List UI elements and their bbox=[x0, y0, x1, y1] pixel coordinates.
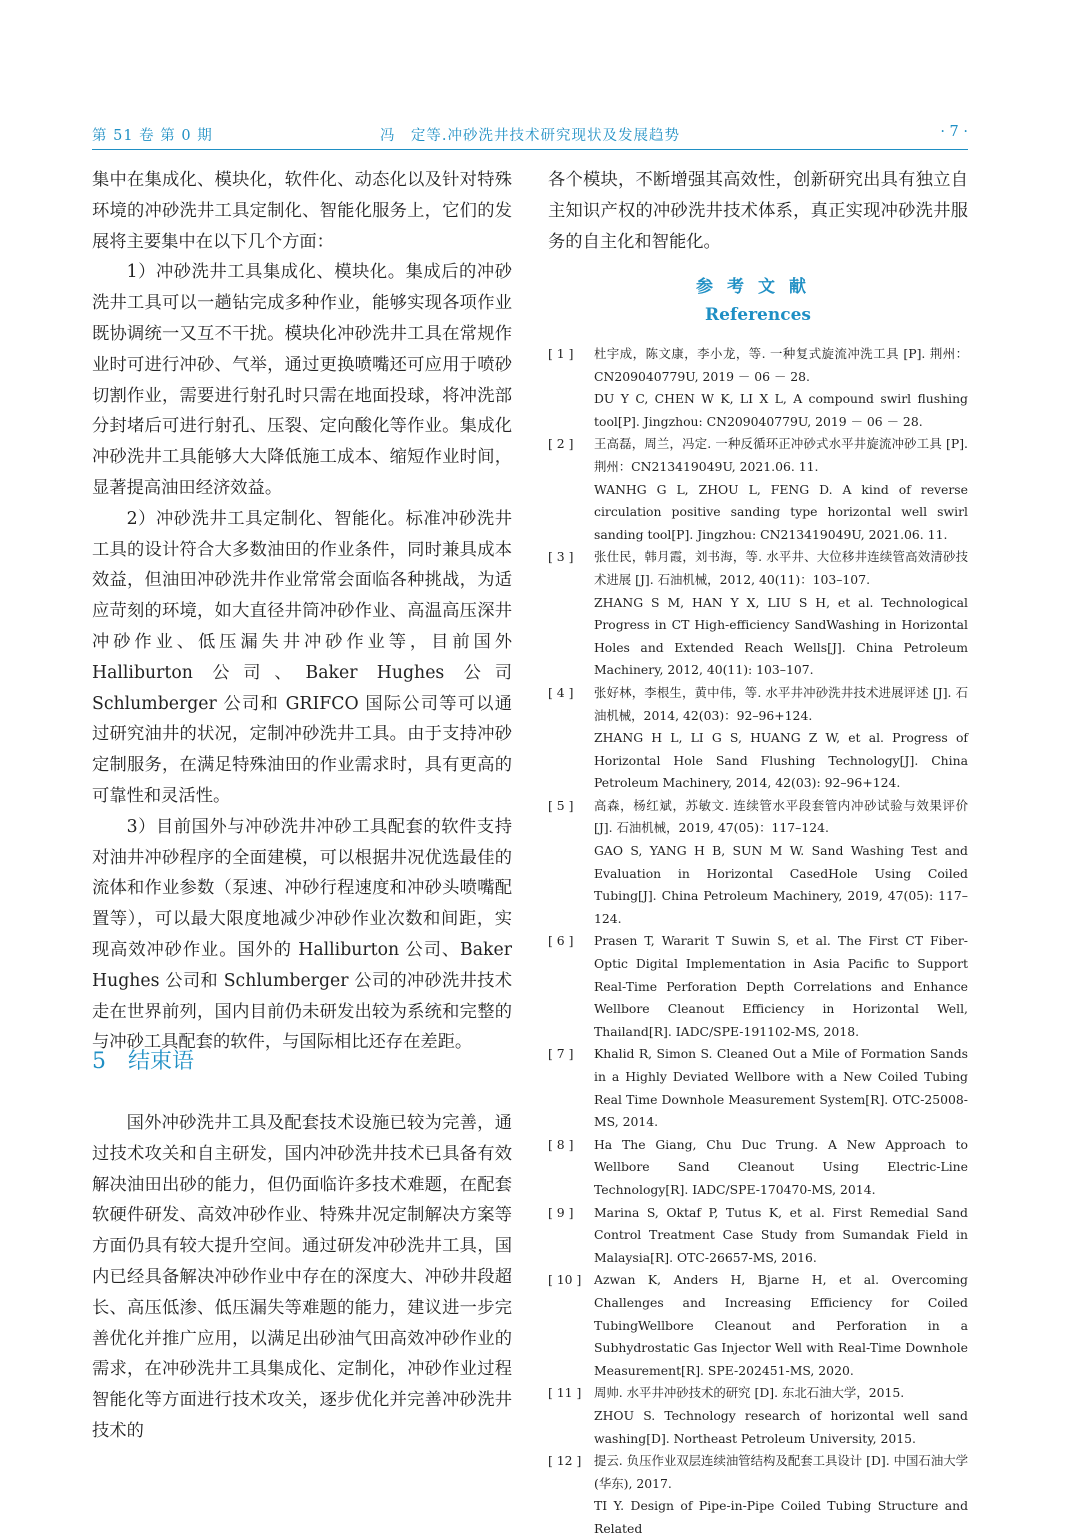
reference-number: [ 5 ] bbox=[548, 797, 574, 813]
reference-text: Ha The Giang, Chu Duc Trung. A New Approach to Wellbore Sand Cleanout Using Electric-Line Technology[R]. IADC/SPE-170470-MS, 2014. bbox=[594, 1136, 968, 1197]
section-heading bbox=[92, 1046, 512, 1078]
reference-text: 张好林，李根生，黄中伟，等. 水平井冲砂洗井技术进展评述 [J]. 石油机械，2014, 42(03)：92–96+124. bbox=[594, 684, 968, 723]
reference-number: [ 4 ] bbox=[548, 684, 574, 700]
reference-text-en: ZHANG S M, HAN Y X, LIU S H, et al. Technological Progress in CT High-efficiency SandWashing in Horizontal Holes and Extended Reach Wells[J]. China Petroleum Machinery, 2012, 40(11): 103–107. bbox=[594, 594, 968, 678]
reference-item bbox=[548, 1269, 968, 1382]
paragraph: 2）冲砂洗井工具定制化、智能化。标准冲砂洗井工具的设计符合大多数油田的作业条件，同时兼具成本效益，但油田冲砂洗井作业常常会面临各种挑战，为适应苛刻的环境，如大直径井筒冲砂作业、高温高压深井冲砂作业、低压漏失井冲砂作业等，目前国外 Halliburton 公司、Baker Hughes 公司 Schlumberger 公司和 GRIFCO 国际公司等可以通过研究油井的状况，定制冲砂洗井工具。由于支持冲砂定制服务，在满足特殊油田的作业需求时，具有更高的可靠性和灵活性。 bbox=[92, 508, 512, 806]
reference-number: [ 11 ] bbox=[548, 1385, 582, 1401]
reference-text: 王高磊，周兰，冯定. 一种反循环正冲砂式水平井旋流冲砂工具 [P]. 荆州：CN213419049U, 2021.06. 11. bbox=[594, 436, 968, 474]
reference-item bbox=[548, 682, 968, 795]
right-column-text bbox=[548, 165, 968, 257]
reference-number: [ 8 ] bbox=[548, 1136, 574, 1152]
reference-text-en: TI Y. Design of Pipe-in-Pipe Coiled Tubing Structure and Related bbox=[594, 1498, 968, 1536]
reference-item bbox=[548, 343, 968, 433]
reference-item bbox=[548, 546, 968, 682]
reference-text-en: WANHG G L, ZHOU L, FENG D. A kind of reverse circulation positive sanding type horizontal well swirl sanding tool[P]. Jingzhou: CN213419049U, 2021.06. 11. bbox=[594, 481, 968, 542]
reference-number: [ 6 ] bbox=[548, 933, 574, 949]
header-rule bbox=[92, 149, 968, 150]
reference-list bbox=[548, 343, 968, 1540]
paragraph: 各个模块，不断增强其高效性，创新研究出具有独立自主知识产权的冲砂洗井技术体系，真正实现冲砂洗井服务的自主化和智能化。 bbox=[548, 170, 968, 252]
reference-number: [ 2 ] bbox=[548, 436, 574, 452]
running-title: 冯 定等.冲砂洗井技术研究现状及发展趋势 bbox=[379, 128, 681, 144]
section-number: 5 bbox=[92, 1049, 106, 1074]
section-title: 结束语 bbox=[128, 1049, 195, 1074]
reference-number: [ 10 ] bbox=[548, 1272, 582, 1288]
reference-number: [ 3 ] bbox=[548, 549, 574, 565]
journal-volume: 第 51 卷 第 0 期 bbox=[92, 128, 213, 144]
reference-text: 杜宇成，陈文康，李小龙，等. 一种复式旋流冲洗工具 [P]. 荆州：CN209040779U, 2019 － 06 － 28. bbox=[594, 346, 968, 384]
reference-item bbox=[548, 795, 968, 931]
reference-text: Khalid R, Simon S. Cleaned Out a Mile of Formation Sands in a Highly Deviated Wellbore with a New Coiled Tubing Real Time Downhole Measurement System[R]. OTC-25008-MS, 2014. bbox=[594, 1046, 968, 1130]
paragraph: 集中在集成化、模块化，软件化、动态化以及针对特殊环境的冲砂洗井工具定制化、智能化服务上，它们的发展将主要集中在以下几个方面： bbox=[92, 170, 512, 252]
reference-text-en: ZHOU S. Technology research of horizontal well sand washing[D]. Northeast Petroleum University, 2015. bbox=[594, 1407, 968, 1446]
reference-item bbox=[548, 433, 968, 546]
left-column bbox=[92, 165, 512, 1058]
reference-text: Azwan K, Anders H, Bjarne H, et al. Overcoming Challenges and Increasing Efficiency for Coiled TubingWellbore Cleanout and Perforation in a Subhydrostatic Gas Injector Well with Real-Time Downhole Measurement[R]. SPE-202451-MS, 2020. bbox=[594, 1272, 968, 1378]
reference-text: 周帅. 水平井冲砂技术的研究 [D]. 东北石油大学，2015. bbox=[594, 1385, 905, 1401]
reference-text: 张仕民，韩月霞，刘书海，等. 水平井、大位移井连续管高效清砂技术进展 [J]. 石油机械，2012, 40(11)：103–107. bbox=[594, 549, 968, 587]
reference-item bbox=[548, 1382, 968, 1450]
reference-text: 提云. 负压作业双层连续油管结构及配套工具设计 [D]. 中国石油大学 (华东), 2017. bbox=[594, 1453, 968, 1491]
page-number: · 7 · bbox=[940, 124, 968, 140]
reference-text: 高森，杨红斌，苏敏文. 连续管水平段套管内冲砂试验与效果评价 [J]. 石油机械，2019, 47(05)：117–124. bbox=[594, 797, 968, 836]
paragraph: 国外冲砂洗井工具及配套技术设施已较为完善，通过技术攻关和自主研发，国内冲砂洗井技术已具备有效解决油田出砂的能力，但仍面临许多技术难题，在配套软硬件研发、高效冲砂作业、特殊井况定制解决方案等方面仍具有较大提升空间。通过研发冲砂洗井工具，国内已经具备解决冲砂作业中存在的深度大、冲砂井段超长、高压低渗、低压漏失等难题的能力，建议进一步完善优化并推广应用，以满足出砂油气田高效冲砂作业的需求，在冲砂洗井工具集成化、定制化，冲砂作业过程智能化等方面进行技术攻关，逐步优化并完善冲砂洗井技术的 bbox=[92, 1113, 512, 1441]
conclusion-text bbox=[92, 1108, 512, 1447]
reference-text: Prasen T, Wararit T Suwin S, et al. The First CT Fiber-Optic Digital Implementation in Asia Pacific to Support Real-Time Perforation Depth Correlations and Enhance Wellbore Cleanout Efficiency in Horizontal Well, Thailand[R]. IADC/SPE-191102-MS, 2018. bbox=[594, 933, 968, 1039]
reference-text-en: DU Y C, CHEN W K, LI X L, A compound swirl flushing tool[P]. Jingzhou: CN209040779U, 2019 － 06 － 28. bbox=[594, 391, 968, 429]
reference-item bbox=[548, 930, 968, 1043]
reference-number: [ 9 ] bbox=[548, 1204, 574, 1220]
paragraph: 1）冲砂洗井工具集成化、模块化。集成后的冲砂洗井工具可以一趟钻完成多种作业，能够实现各项作业既协调统一又互不干扰。模块化冲砂洗井工具在常规作业时可进行冲砂、气举，通过更换喷嘴还可应用于喷砂切割作业，需要进行射孔时只需在地面投球，将冲洗部分封堵后可进行射孔、压裂、定向酸化等作业。集成化冲砂洗井工具能够大大降低施工成本、缩短作业时间，显著提高油田经济效益。 bbox=[92, 262, 512, 498]
running-header bbox=[92, 122, 968, 148]
reference-text-en: ZHANG H L, LI G S, HUANG Z W, et al. Progress of Horizontal Hole Sand Flushing Technology[J]. China Petroleum Machinery, 2014, 42(03): 92–96+124. bbox=[594, 730, 968, 791]
reference-item bbox=[548, 1202, 968, 1270]
paragraph: 3）目前国外与冲砂洗井冲砂工具配套的软件支持对油井冲砂程序的全面建模，可以根据井况优选最佳的流体和作业参数（泵速、冲砂行程速度和冲砂头喷嘴配置等），可以最大限度地减少冲砂作业次数和间距，实现高效冲砂作业。国外的 Halliburton 公司、Baker Hughes 公司和 Schlumberger 公司的冲砂洗井技术走在世界前列，国内目前仍未研发出较为系统和完整的与冲砂工具配套的软件，与国际相比还存在差距。 bbox=[92, 816, 512, 1053]
reference-text: Marina S, Oktaf P, Tutus K, et al. First Remedial Sand Control Treatment Case Study from Sumandak Field in Malaysia[R]. OTC-26657-MS, 2016. bbox=[594, 1204, 968, 1265]
reference-item bbox=[548, 1043, 968, 1133]
references-title-en: References bbox=[705, 305, 811, 325]
references-title-cn: 参考文献 bbox=[696, 277, 820, 297]
reference-number: [ 7 ] bbox=[548, 1046, 574, 1062]
reference-item bbox=[548, 1134, 968, 1202]
reference-text-en: GAO S, YANG H B, SUN M W. Sand Washing Test and Evaluation in Horizontal CasedHole Using Coiled Tubing[J]. China Petroleum Machinery, 2019, 47(05): 117–124. bbox=[594, 843, 968, 926]
reference-number: [ 1 ] bbox=[548, 346, 574, 361]
reference-number: [ 12 ] bbox=[548, 1453, 582, 1469]
